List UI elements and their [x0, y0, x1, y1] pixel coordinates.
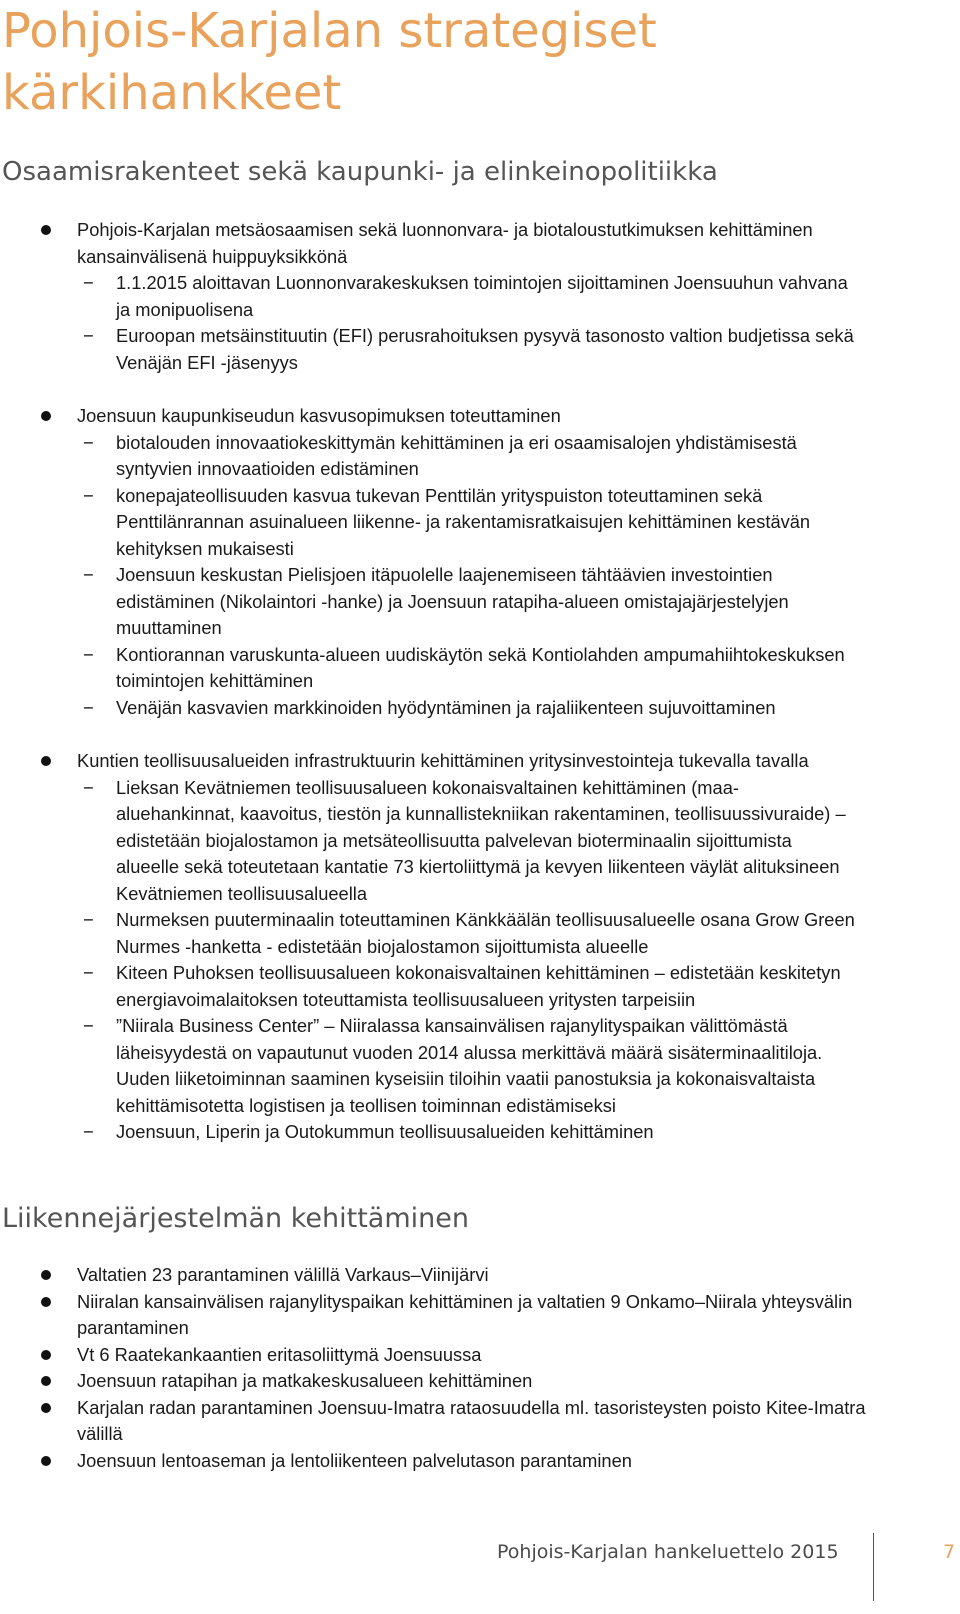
- section-heading-osaamisrakenteet: Osaamisrakenteet sekä kaupunki- ja elinkeinopolitiikka: [2, 157, 718, 187]
- section-heading-liikennejarjestelma: Liikennejärjestelmän kehittäminen: [2, 1203, 469, 1234]
- section2-list: [0, 1262, 880, 1474]
- sub-item: − Joensuun, Liperin ja Outokummun teollisuusalueiden kehittäminen: [76, 1119, 856, 1146]
- bullet-item: Vt 6 Raatekankaantien eritasoliittymä Joensuussa: [0, 1342, 872, 1369]
- bullet-item: [0, 403, 872, 721]
- bullet-item: Joensuun lentoaseman ja lentoliikenteen palvelutason parantaminen: [0, 1448, 872, 1475]
- bullet-text: Pohjois-Karjalan metsäosaamisen sekä luonnonvara- ja biotaloustutkimuksen kehittäminen kansainvälisenä huippuyksikkönä: [77, 219, 813, 267]
- sub-list: [77, 430, 872, 722]
- bullet-text: Joensuun kaupunkiseudun kasvusopimuksen toteuttaminen: [77, 405, 561, 426]
- sub-item: − konepajateollisuuden kasvua tukevan Penttilän yrityspuiston toteuttaminen sekä Penttilänrannan asuinalueen liikenne- ja rakentamisratkaisujen kehittäminen kestävän kehityksen mukaisesti: [76, 483, 856, 563]
- sub-item: − Nurmeksen puuterminaalin toteuttaminen Känkkäälän teollisuusalueelle osana Grow Green Nurmes -hanketta - edistetään biojalostamon sijoittumista alueelle: [76, 907, 856, 960]
- bullet-item: [0, 217, 872, 376]
- sub-list: [77, 775, 872, 1146]
- bullet-text: Kuntien teollisuusalueiden infrastruktuurin kehittäminen yritysinvestointeja tukevalla tavalla: [77, 750, 809, 771]
- page-title: Pohjois-Karjalan strategiset kärkihankkeet: [2, 3, 657, 121]
- sub-item: − biotalouden innovaatiokeskittymän kehittäminen ja eri osaamisalojen yhdistämisestä syntyvien innovaatioiden edistäminen: [76, 430, 856, 483]
- footer-publication: Pohjois-Karjalan hankeluettelo 2015: [497, 1541, 839, 1563]
- sub-item: − Joensuun keskustan Pielisjoen itäpuolelle laajenemiseen tähtäävien investointien edistäminen (Nikolaintori -hanke) ja Joensuun ratapiha-alueen omistajajärjestelyjen muuttaminen: [76, 562, 856, 642]
- sub-list: [77, 270, 872, 376]
- page-number: 7: [943, 1541, 956, 1563]
- section1-list: [0, 217, 880, 1173]
- bullet-item: Karjalan radan parantaminen Joensuu-Imatra rataosuudella ml. tasoristeysten poisto Kitee-Imatra välillä: [0, 1395, 872, 1448]
- bullet-item: [0, 748, 872, 1146]
- sub-item: − 1.1.2015 aloittavan Luonnonvarakeskuksen toimintojen sijoittaminen Joensuuhun vahvana ja monipuolisena: [76, 270, 856, 323]
- bullet-item: Joensuun ratapihan ja matkakeskusalueen kehittäminen: [0, 1368, 872, 1395]
- bullet-item: Niiralan kansainvälisen rajanylityspaikan kehittäminen ja valtatien 9 Onkamo–Niirala yhteysvälin parantaminen: [0, 1289, 872, 1342]
- sub-item: − Euroopan metsäinstituutin (EFI) perusrahoituksen pysyvä tasonosto valtion budjetissa sekä Venäjän EFI -jäsenyys: [76, 323, 856, 376]
- sub-item: − Kiteen Puhoksen teollisuusalueen kokonaisvaltainen kehittäminen – edistetään keskitetyn energiavoimalaitoksen toteuttamista teollisuusalueen yritysten tarpeisiin: [76, 960, 856, 1013]
- bullet-item: Valtatien 23 parantaminen välillä Varkaus–Viinijärvi: [0, 1262, 872, 1289]
- sub-item: − Lieksan Kevätniemen teollisuusalueen kokonaisvaltainen kehittäminen (maa-aluehankinnat, kaavoitus, tiestön ja kunnallistekniikan rakentaminen, teollisuussivuraide) – edistetään biojalostamon ja metsäteollisuutta palvelevan bioterminaalin sijoittumista alueelle sekä toteutetaan kantatie 73 kiertoliittymä ja kevyen liikenteen väylät alituksineen Kevätniemen teollisuusalueella: [76, 775, 856, 908]
- sub-item: − Venäjän kasvavien markkinoiden hyödyntäminen ja rajaliikenteen sujuvoittaminen: [76, 695, 856, 722]
- sub-item: − Kontiorannan varuskunta-alueen uudiskäytön sekä Kontiolahden ampumahiihtokeskuksen toimintojen kehittäminen: [76, 642, 856, 695]
- sub-item: − ”Niirala Business Center” – Niiralassa kansainvälisen rajanylityspaikan välittömästä läheisyydestä on vapautunut vuoden 2014 alussa merkittävä määrä sisäterminaalitiloja. Uuden liiketoiminnan saaminen kyseisiin tiloihin vaatii panostuksia ja kokonaisvaltaista kehittämisotetta logistisen ja teollisen toiminnan edistämiseksi: [76, 1013, 856, 1119]
- footer-divider: [873, 1533, 874, 1601]
